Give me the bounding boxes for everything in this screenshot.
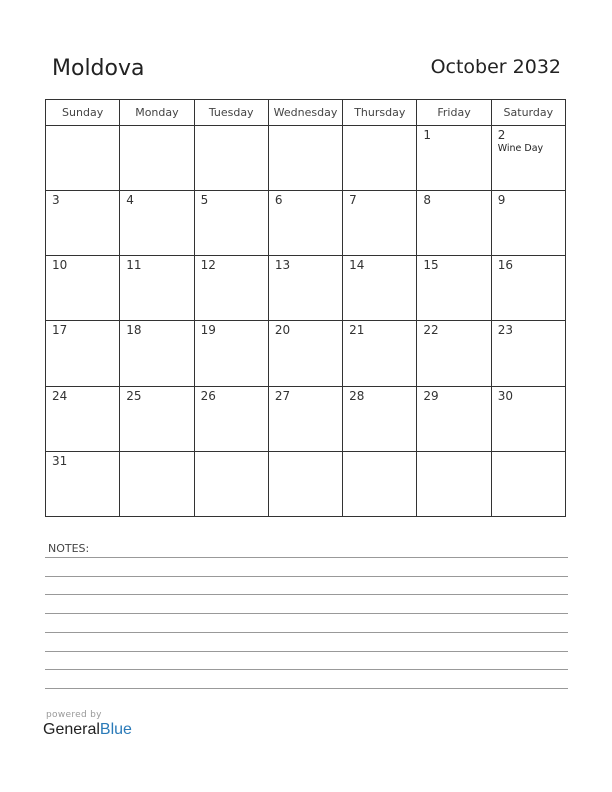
weekday-monday: Monday	[120, 100, 194, 126]
brand-blue-text: Blue	[99, 721, 132, 738]
day-number	[120, 452, 193, 454]
day-number: 20	[274, 323, 291, 338]
day-number	[195, 126, 268, 128]
note-line	[45, 651, 568, 652]
day-number: 13	[274, 258, 291, 273]
day-number	[120, 126, 193, 128]
weekday-wednesday: Wednesday	[268, 100, 342, 126]
day-cell	[491, 126, 565, 191]
note-line	[45, 557, 568, 558]
day-cell	[417, 126, 491, 191]
day-number: 26	[200, 388, 216, 403]
calendar-week-row	[46, 386, 566, 451]
day-cell	[343, 256, 417, 321]
day-cell	[343, 386, 417, 451]
day-number: 22	[423, 323, 439, 338]
day-number: 28	[349, 388, 365, 403]
note-line	[45, 576, 568, 577]
day-number: 7	[349, 193, 357, 208]
day-cell	[268, 191, 342, 256]
note-line	[45, 688, 568, 689]
day-cell	[268, 321, 342, 386]
day-number: 2	[497, 128, 506, 142]
note-line	[45, 669, 568, 670]
day-cell	[46, 191, 120, 256]
day-number: 3	[52, 193, 60, 208]
day-number: 30	[497, 388, 513, 403]
day-number: 21	[349, 323, 365, 338]
calendar-week-row	[46, 256, 566, 321]
day-cell	[46, 256, 120, 321]
day-number	[269, 452, 342, 454]
day-cell	[491, 256, 565, 321]
day-number: 14	[349, 258, 365, 273]
calendar-week-row	[46, 126, 566, 191]
day-cell	[120, 256, 194, 321]
day-cell	[343, 191, 417, 256]
weekday-friday: Friday	[417, 100, 491, 126]
day-number	[46, 126, 119, 128]
day-number: 9	[497, 193, 506, 208]
generalblue-logo[interactable]	[43, 721, 132, 739]
day-cell	[417, 321, 491, 386]
calendar-week-row	[46, 451, 566, 516]
day-cell	[194, 256, 268, 321]
day-cell	[417, 256, 491, 321]
day-cell	[417, 191, 491, 256]
day-cell	[194, 386, 268, 451]
calendar-body	[46, 126, 566, 517]
day-cell	[194, 126, 268, 191]
day-number: 19	[200, 323, 216, 338]
holiday-label: Wine Day	[497, 143, 544, 154]
weekday-header-row	[46, 100, 566, 126]
day-cell	[194, 321, 268, 386]
day-number: 11	[126, 258, 142, 273]
day-cell	[120, 126, 194, 191]
day-cell	[491, 386, 565, 451]
day-cell	[46, 126, 120, 191]
day-cell	[46, 451, 120, 516]
day-number: 4	[126, 193, 134, 208]
day-cell	[343, 321, 417, 386]
calendar-month-title: October 2032	[430, 56, 561, 78]
day-number: 15	[423, 258, 439, 273]
weekday-saturday: Saturday	[491, 100, 565, 126]
day-number: 5	[200, 193, 209, 208]
calendar-week-row	[46, 321, 566, 386]
day-number	[343, 452, 416, 454]
day-number: 29	[423, 388, 439, 403]
calendar-grid	[45, 99, 566, 517]
brand-general-text: General	[43, 721, 100, 738]
day-cell	[268, 256, 342, 321]
note-line	[45, 594, 568, 595]
weekday-thursday: Thursday	[343, 100, 417, 126]
day-cell	[120, 191, 194, 256]
weekday-sunday: Sunday	[46, 100, 120, 126]
day-cell	[417, 386, 491, 451]
day-number: 16	[497, 258, 513, 273]
day-number	[417, 452, 490, 454]
day-number: 31	[52, 453, 68, 468]
day-number: 23	[497, 323, 513, 338]
day-cell	[343, 126, 417, 191]
day-number: 6	[274, 193, 283, 208]
day-number	[492, 452, 565, 454]
day-cell	[194, 191, 268, 256]
day-cell	[491, 451, 565, 516]
day-number: 17	[52, 323, 68, 338]
day-number	[269, 126, 342, 128]
day-number: 18	[126, 323, 142, 338]
day-cell	[46, 321, 120, 386]
day-cell	[268, 126, 342, 191]
day-number	[195, 452, 268, 454]
calendar-week-row	[46, 191, 566, 256]
day-number: 10	[52, 258, 68, 273]
day-number	[343, 126, 416, 128]
day-cell	[120, 386, 194, 451]
weekday-tuesday: Tuesday	[194, 100, 268, 126]
day-number: 24	[52, 388, 68, 403]
calendar-country-title: Moldova	[52, 56, 145, 81]
note-line	[45, 632, 568, 633]
day-cell	[268, 451, 342, 516]
day-number: 1	[423, 128, 432, 142]
day-number: 25	[126, 388, 142, 403]
day-cell	[491, 191, 565, 256]
day-cell	[120, 321, 194, 386]
day-cell	[491, 321, 565, 386]
day-cell	[417, 451, 491, 516]
day-number: 12	[200, 258, 216, 273]
day-cell	[46, 386, 120, 451]
note-line	[45, 613, 568, 614]
powered-by-text: powered by	[46, 710, 102, 720]
notes-label: NOTES:	[48, 542, 90, 555]
day-number: 27	[274, 388, 291, 403]
day-number: 8	[423, 193, 432, 208]
day-cell	[194, 451, 268, 516]
day-cell	[120, 451, 194, 516]
day-cell	[343, 451, 417, 516]
day-cell	[268, 386, 342, 451]
